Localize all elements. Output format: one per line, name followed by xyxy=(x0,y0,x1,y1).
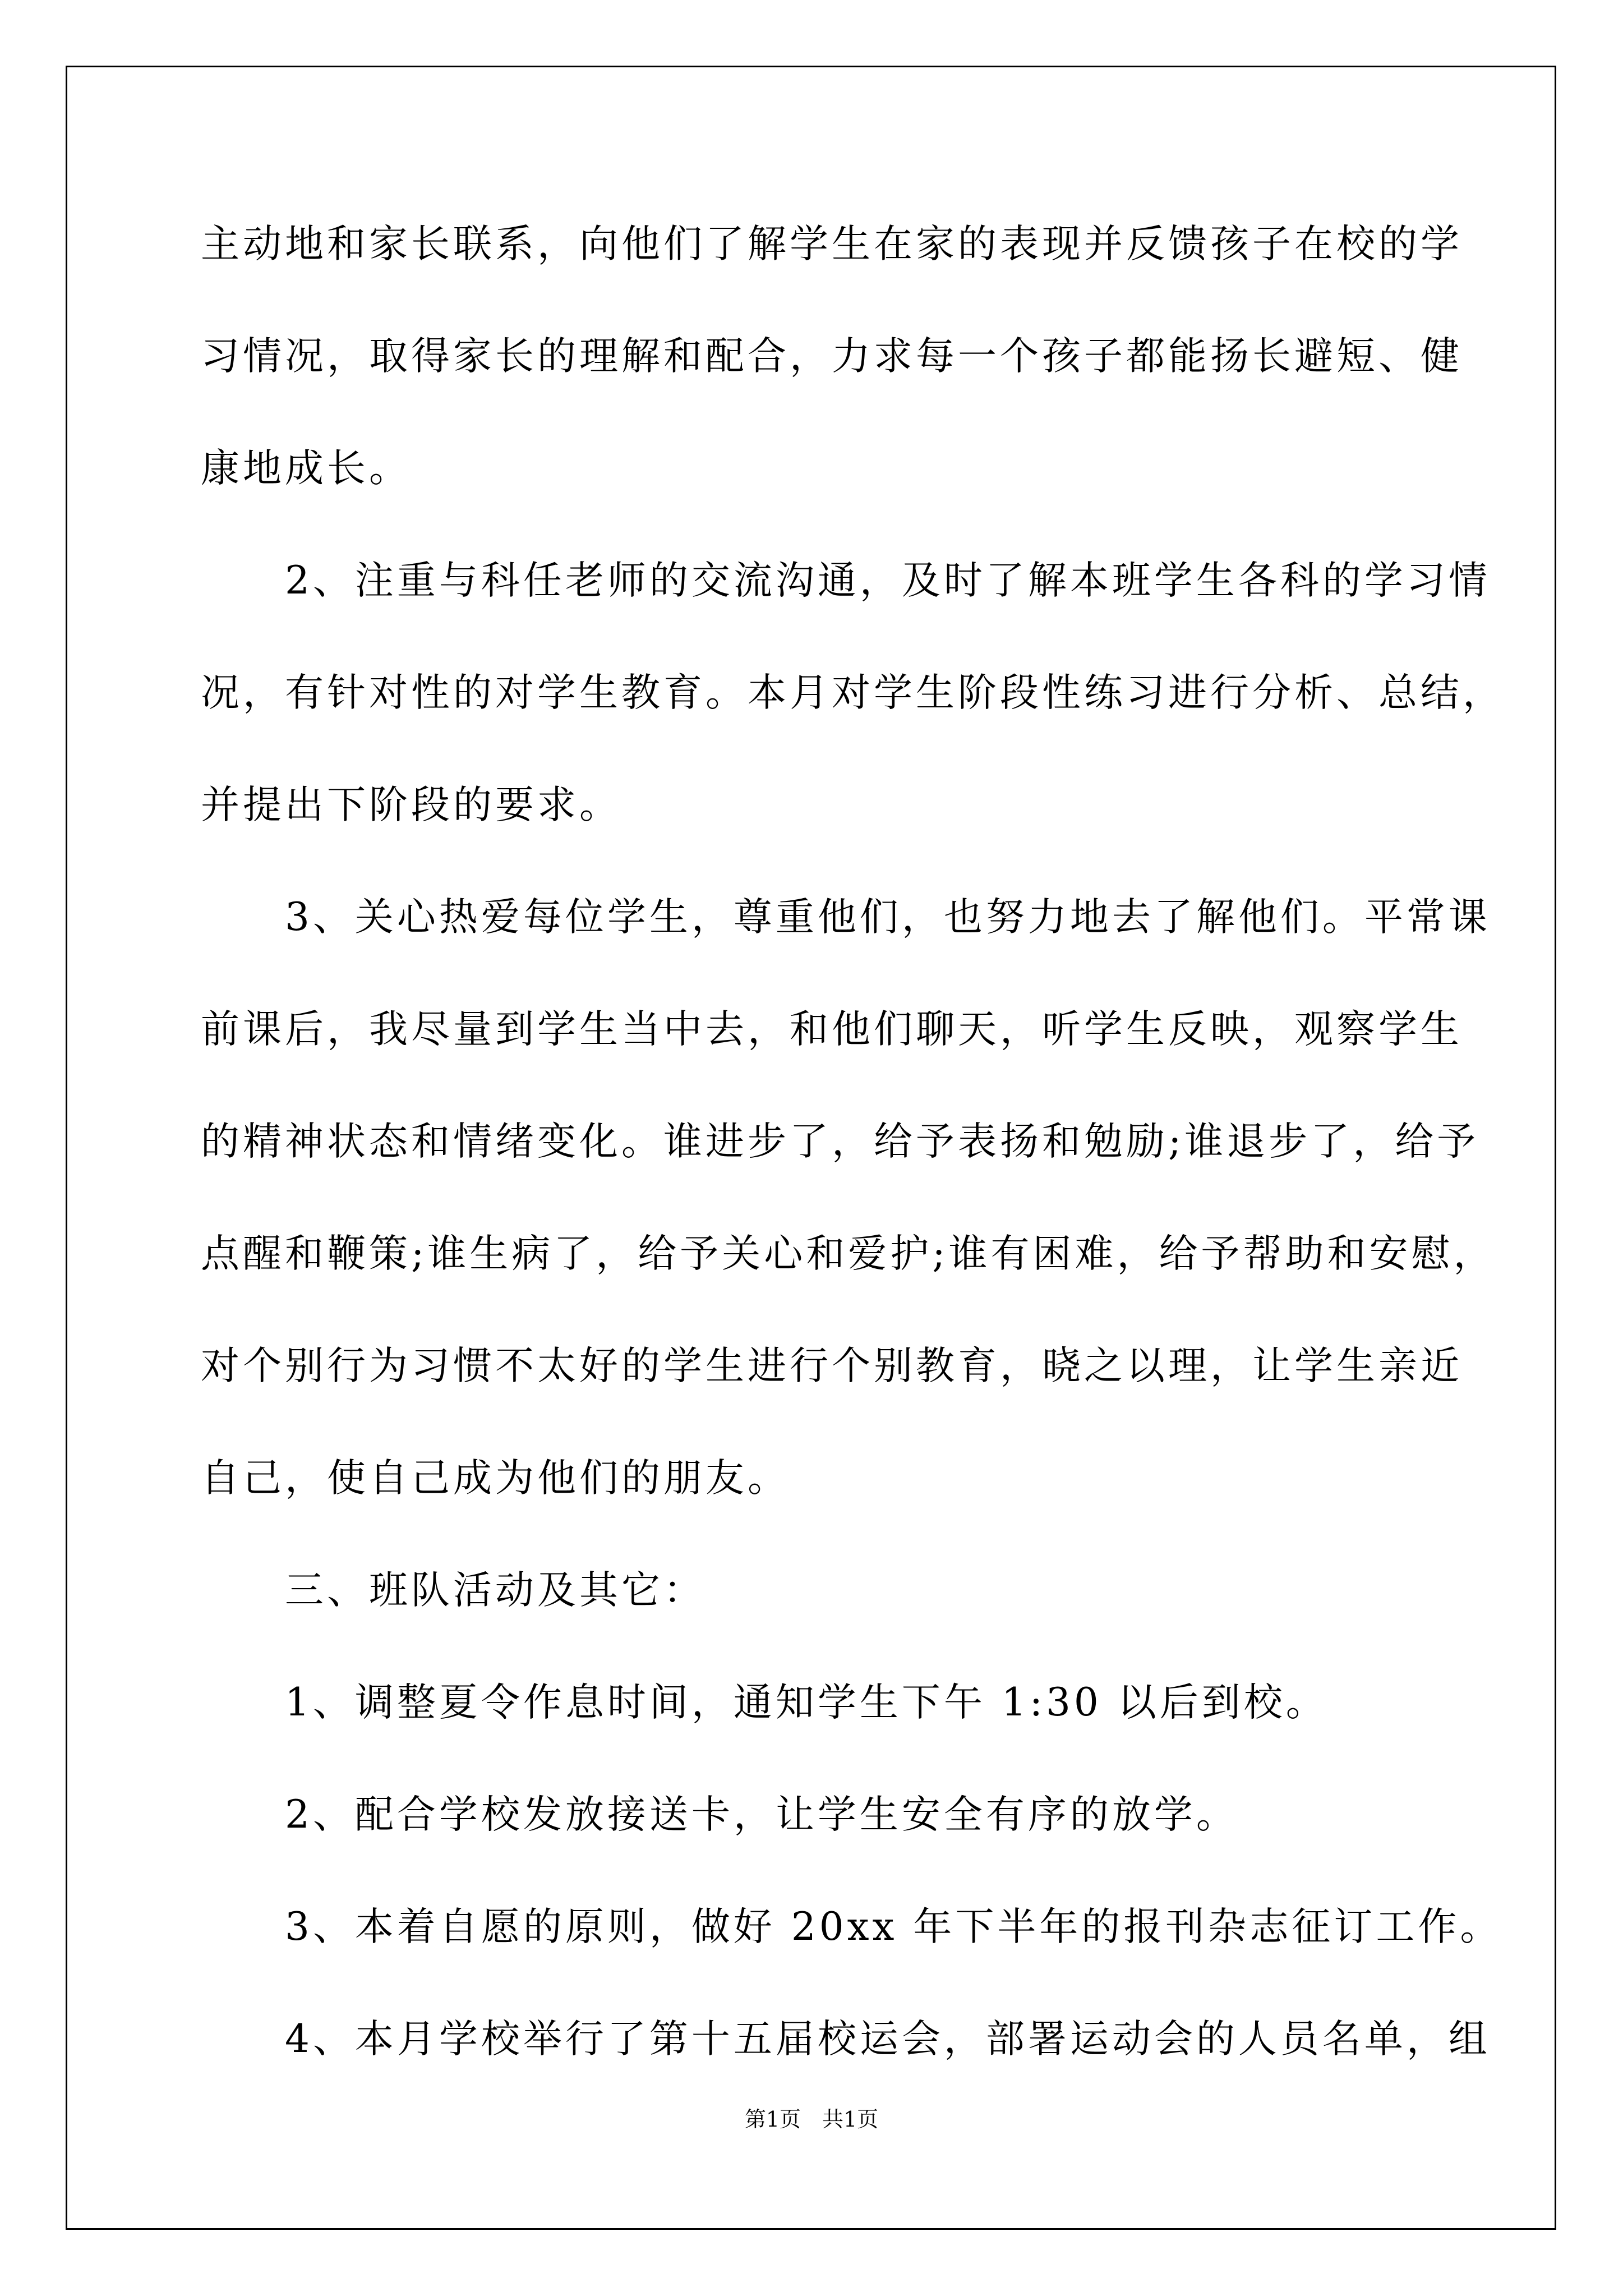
text-line: 自己，使自己成为他们的朋友。 xyxy=(201,1456,790,1501)
text-line: 前课后，我尽量到学生当中去，和他们聊天，听学生反映，观察学生 xyxy=(201,1007,1463,1052)
text-line: 习情况，取得家长的理解和配合，力求每一个孩子都能扬长避短、健 xyxy=(201,334,1463,379)
text-line: 况，有针对性的对学生教育。本月对学生阶段性练习进行分析、总结， xyxy=(201,670,1505,715)
text-line: 并提出下阶段的要求。 xyxy=(201,783,621,827)
text-line: 的精神状态和情绪变化。谁进步了，给予表扬和勉励;谁退步了，给予 xyxy=(201,1119,1479,1164)
text-line: 康地成长。 xyxy=(201,446,411,491)
text-line: 3、本着自愿的原则，做好 20xx 年下半年的报刊杂志征订工作。 xyxy=(201,1904,1502,1949)
text-line: 主动地和家长联系，向他们了解学生在家的表现并反馈孩子在校的学 xyxy=(201,222,1463,266)
text-line: 2、注重与科任老师的交流沟通，及时了解本班学生各科的学习情 xyxy=(201,558,1491,603)
page-number-footer: 第1页 共1页 xyxy=(744,2107,879,2132)
text-line: 4、本月学校举行了第十五届校运会，部署运动会的人员名单，组 xyxy=(201,2017,1491,2062)
text-line: 点醒和鞭策;谁生病了，给予关心和爱护;谁有困难，给予帮助和安慰， xyxy=(201,1231,1496,1276)
text-line: 对个别行为习惯不太好的学生进行个别教育，晓之以理，让学生亲近 xyxy=(201,1343,1463,1388)
text-line: 1、调整夏令作息时间，通知学生下午 1:30 以后到校。 xyxy=(201,1680,1328,1725)
text-line: 3、关心热爱每位学生，尊重他们，也努力地去了解他们。平常课 xyxy=(201,895,1491,940)
text-line: 2、配合学校发放接送卡，让学生安全有序的放学。 xyxy=(201,1792,1238,1837)
section-heading: 三、班队活动及其它： xyxy=(201,1568,706,1613)
